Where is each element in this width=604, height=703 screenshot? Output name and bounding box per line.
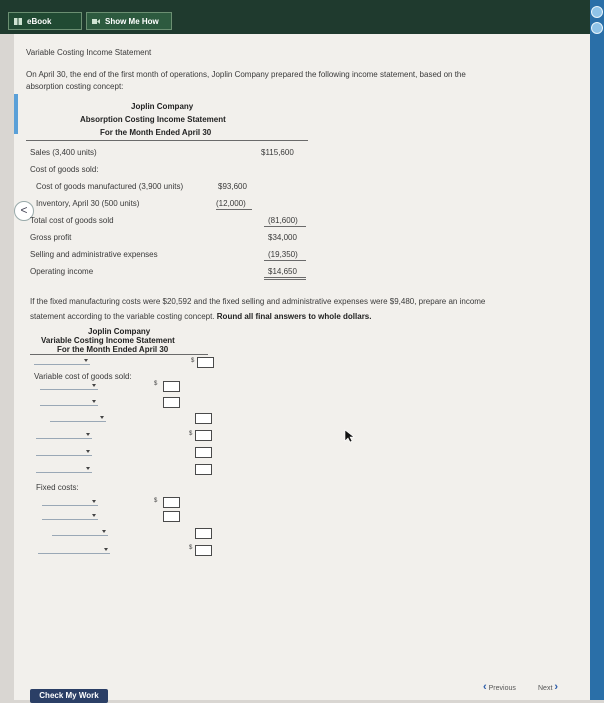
sga-rule [264, 260, 306, 261]
fixed-item1-input[interactable] [163, 497, 180, 508]
dollar-sign: $ [154, 381, 158, 387]
instructions-rounding-note: Round all final answers to whole dollars. [216, 312, 372, 321]
chevron-down-icon [100, 416, 104, 419]
ebook-tab-label: eBook [27, 17, 52, 26]
fixed-costs-label: Fixed costs: [36, 483, 79, 492]
absorption-company-name: Joplin Company [131, 102, 194, 111]
mouse-cursor-icon [344, 429, 356, 443]
chevron-down-icon [86, 467, 90, 470]
fixed-item1-select[interactable] [42, 497, 98, 506]
vcogs-total-select[interactable] [50, 413, 106, 422]
inventory-rule [216, 209, 252, 210]
problem-page [14, 34, 590, 700]
ebook-tab[interactable] [8, 12, 82, 30]
row-operating-income-value: $14,650 [268, 267, 297, 276]
problem-intro-line1: On April 30, the end of the first month of operations, Joplin Company prepared the following income statement, based on the [26, 70, 466, 79]
vcogs-total-input[interactable] [195, 413, 212, 424]
instructions-line2-text: statement according to the variable costing concept. [30, 312, 217, 321]
row-inventory-label: Inventory, April 30 (500 units) [36, 199, 140, 208]
fixed-item2-input[interactable] [163, 511, 180, 522]
vcogs-item2-select[interactable] [40, 397, 98, 406]
manufacturing-margin-input[interactable] [195, 430, 212, 441]
row-gross-profit-label: Gross profit [30, 233, 72, 242]
sales-label-select[interactable] [34, 356, 90, 365]
header-rule [26, 140, 308, 141]
vcogs-item2-input[interactable] [163, 397, 180, 408]
previous-button[interactable] [483, 681, 516, 693]
row-total-cogs-label: Total cost of goods sold [30, 216, 114, 225]
refresh-icon[interactable] [591, 6, 603, 18]
row-inventory-value: (12,000) [216, 199, 246, 208]
total-cogs-rule [264, 226, 306, 227]
chevron-down-icon [104, 548, 108, 551]
vcogs-item1-select[interactable] [40, 381, 98, 390]
operating-income-rule-2 [264, 279, 306, 280]
previous-label: Previous [488, 685, 516, 692]
dollar-sign: $ [189, 431, 193, 437]
check-my-work-button[interactable]: Check My Work [30, 689, 108, 703]
next-button[interactable] [538, 681, 558, 693]
chevron-left-icon: ‹ [483, 681, 487, 693]
chevron-down-icon [86, 433, 90, 436]
variable-header-rule [30, 354, 208, 355]
chevron-down-icon [84, 359, 88, 362]
row-sga-value: (19,350) [268, 250, 298, 259]
fixed-item2-select[interactable] [42, 511, 98, 520]
show-me-how-tab-label: Show Me How [105, 17, 159, 26]
vcogs-item1-input[interactable] [163, 381, 180, 392]
chevron-right-icon: › [554, 681, 559, 693]
row-operating-income-label: Operating income [30, 267, 94, 276]
sales-amount-input[interactable] [197, 357, 214, 368]
chevron-down-icon [92, 384, 96, 387]
next-label: Next [538, 685, 553, 692]
row-cogm-label: Cost of goods manufactured (3,900 units) [36, 182, 184, 191]
problem-title: Variable Costing Income Statement [26, 48, 152, 57]
chevron-down-icon [92, 500, 96, 503]
row-total-cogs-value: (81,600) [268, 216, 298, 225]
variable-sga-input[interactable] [195, 447, 212, 458]
dollar-sign: $ [191, 358, 195, 364]
book-icon [14, 18, 22, 25]
operating-income-select[interactable] [38, 545, 110, 554]
total-fixed-input[interactable] [195, 528, 212, 539]
chevron-down-icon [86, 450, 90, 453]
dollar-sign: $ [189, 545, 193, 551]
row-sales-label: Sales (3,400 units) [30, 148, 97, 157]
left-accent-bar [14, 94, 18, 134]
row-cogm-value: $93,600 [218, 182, 247, 191]
top-toolbar [0, 0, 604, 34]
manufacturing-margin-select[interactable] [36, 430, 92, 439]
row-cogs-label: Cost of goods sold: [30, 165, 99, 174]
row-sga-label: Selling and administrative expenses [30, 250, 158, 259]
collapse-chevron-icon[interactable]: < [14, 201, 34, 221]
chevron-down-icon [102, 530, 106, 533]
total-fixed-select[interactable] [52, 527, 108, 536]
chevron-down-icon [92, 514, 96, 517]
instructions-line1: If the fixed manufacturing costs were $20,592 and the fixed selling and administrative expenses were $9,480, prepare an income [30, 297, 486, 306]
operating-income-rule-1 [264, 277, 306, 278]
show-me-how-tab[interactable] [86, 12, 172, 30]
problem-intro-line2: absorption costing concept: [26, 82, 124, 91]
operating-income-input[interactable] [195, 545, 212, 556]
absorption-statement-title: Absorption Costing Income Statement [80, 115, 226, 124]
variable-cogs-label: Variable cost of goods sold: [34, 372, 132, 381]
contribution-margin-select[interactable] [36, 464, 92, 473]
video-icon [92, 18, 100, 25]
dollar-sign: $ [154, 498, 158, 504]
help-icon[interactable] [591, 22, 603, 34]
instructions-line2 [30, 312, 371, 321]
variable-statement-title: Variable Costing Income Statement [41, 336, 175, 345]
row-sales-value: $115,600 [261, 148, 294, 157]
absorption-statement-period: For the Month Ended April 30 [100, 128, 212, 137]
contribution-margin-input[interactable] [195, 464, 212, 475]
variable-company-name: Joplin Company [88, 327, 151, 336]
variable-sga-select[interactable] [36, 447, 92, 456]
chevron-down-icon [92, 400, 96, 403]
right-side-panel [590, 0, 604, 700]
row-gross-profit-value: $34,000 [268, 233, 297, 242]
variable-statement-period: For the Month Ended April 30 [57, 345, 169, 354]
